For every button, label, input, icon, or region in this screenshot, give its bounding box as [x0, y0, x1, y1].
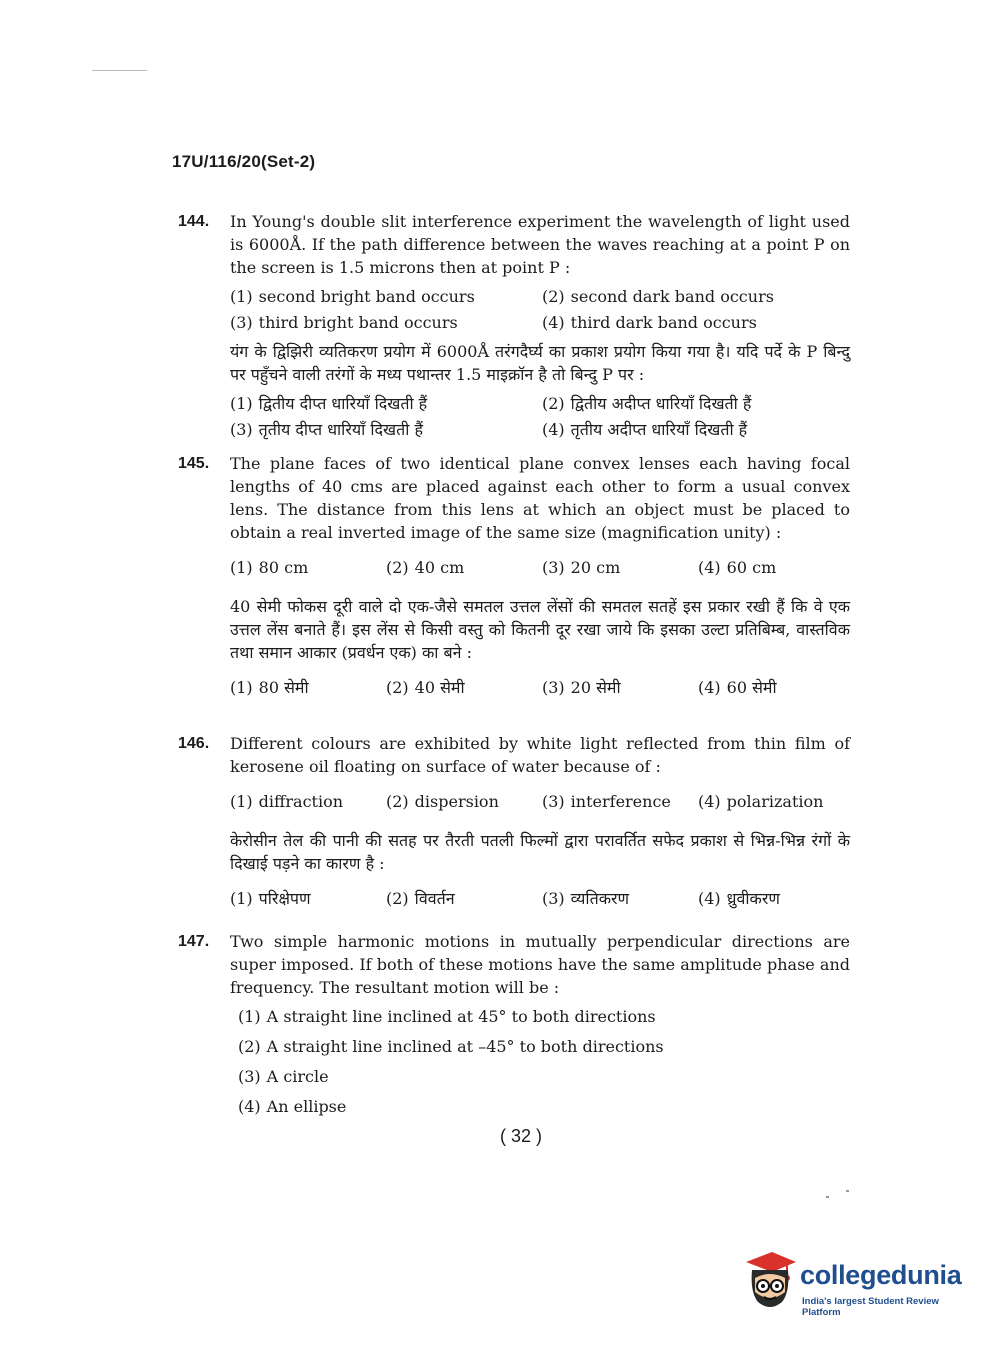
option: (1) परिक्षेपण	[230, 889, 311, 908]
option: (4) 60 सेमी	[698, 678, 777, 697]
question-text-hi: केरोसीन तेल की पानी की सतह पर तैरती पतली फिल्मों द्वारा परावर्तित सफेद प्रकाश से भिन्न-भिन्न रंगों के दिखाई पड़ने का कारण है :	[230, 831, 850, 873]
option: (4) An ellipse	[238, 1097, 347, 1116]
option: (2) विवर्तन	[386, 889, 455, 908]
question-number: 144.	[178, 213, 210, 230]
option: (2) द्वितीय अदीप्त धारियाँ दिखती हैं	[542, 394, 752, 413]
option: (1) A straight line inclined at 45° to both directions	[238, 1007, 656, 1026]
option: (2) 40 cm	[386, 558, 465, 577]
option: (4) polarization	[698, 792, 824, 811]
scan-speck	[826, 1196, 829, 1198]
options-en	[230, 556, 850, 579]
option: (3) व्यतिकरण	[542, 889, 630, 908]
question-144	[178, 210, 850, 441]
option: (1) 80 cm	[230, 558, 309, 577]
question-text-en: Two simple harmonic motions in mutually perpendicular directions are super imposed. If both of these motions have the same amplitude phase and frequency. The resultant motion will be :	[230, 932, 850, 997]
options-en	[238, 1005, 850, 1118]
option: (3) A circle	[238, 1067, 329, 1086]
question-146	[178, 732, 850, 910]
question-147	[178, 930, 850, 1125]
question-number: 147.	[178, 933, 210, 950]
option: (3) 20 cm	[542, 558, 621, 577]
options-hi	[230, 887, 850, 910]
option: (3) third bright band occurs	[230, 313, 458, 332]
paper-code: 17U/116/20(Set-2)	[172, 152, 316, 171]
option: (1) diffraction	[230, 792, 344, 811]
page-number: ( 32 )	[500, 1126, 543, 1146]
option: (4) 60 cm	[698, 558, 777, 577]
options-en	[230, 790, 850, 813]
options-en	[230, 285, 850, 334]
question-text-en: Different colours are exhibited by white light reflected from thin film of kerosene oil floating on surface of water because of :	[230, 734, 850, 776]
question-text-hi: 40 सेमी फोकस दूरी वाले दो एक-जैसे समतल उत्तल लेंसों की समतल सतहें इस प्रकार रखी हैं कि वे एक उत्तल लेंस बनाते हैं। इस लेंस से किसी वस्तु को कितनी दूर रखा जाये कि इसका उल्टा प्रतिबिम्ब, वास्तविक तथा समान आकार (प्रवर्धन एक) का बने :	[230, 597, 850, 662]
option: (2) second dark band occurs	[542, 287, 774, 306]
question-145	[178, 452, 850, 699]
option: (3) तृतीय दीप्त धारियाँ दिखती हैं	[230, 420, 423, 439]
option: (2) dispersion	[386, 792, 499, 811]
option: (3) interference	[542, 792, 671, 811]
option: (1) 80 सेमी	[230, 678, 309, 697]
mascot-icon	[742, 1248, 798, 1314]
brand-name: collegedunia	[800, 1260, 962, 1290]
question-text-en: The plane faces of two identical plane convex lenses each having focal lengths of 40 cms are placed against each other to form a usual convex lens. The distance from this lens at which an object must be placed to obtain a real inverted image of the same size (magnification unity) :	[230, 454, 850, 542]
option: (2) 40 सेमी	[386, 678, 465, 697]
option: (1) द्वितीय दीप्त धारियाँ दिखती हैं	[230, 394, 428, 413]
question-text-hi: यंग के द्विझिरी व्यतिकरण प्रयोग में 6000Å तरंगदैर्घ्य का प्रकाश प्रयोग किया गया है। यदि पर्दे के P बिन्दु पर पहुँचने वाली तरंगों के मध्य पथान्तर 1.5 माइक्रॉन है तो बिन्दु P पर :	[230, 342, 850, 384]
option: (3) 20 सेमी	[542, 678, 621, 697]
brand-tagline: India's largest Student Review Platform	[802, 1296, 939, 1318]
option: (2) A straight line inclined at –45° to both directions	[238, 1037, 664, 1056]
scan-speck	[846, 1190, 849, 1192]
question-number: 145.	[178, 455, 210, 472]
question-number: 146.	[178, 735, 210, 752]
option: (1) second bright band occurs	[230, 287, 475, 306]
option: (4) तृतीय अदीप्त धारियाँ दिखती हैं	[542, 420, 748, 439]
option: (4) third dark band occurs	[542, 313, 757, 332]
scan-mark	[92, 70, 147, 71]
options-hi	[230, 676, 850, 699]
question-text-en: In Young's double slit interference experiment the wavelength of light used is 6000Å. If the path difference between the waves reaching at a point P on the screen is 1.5 microns then at point P :	[230, 212, 850, 277]
options-hi	[230, 392, 850, 441]
collegedunia-logo	[742, 1248, 972, 1318]
option: (4) ध्रुवीकरण	[698, 889, 780, 908]
